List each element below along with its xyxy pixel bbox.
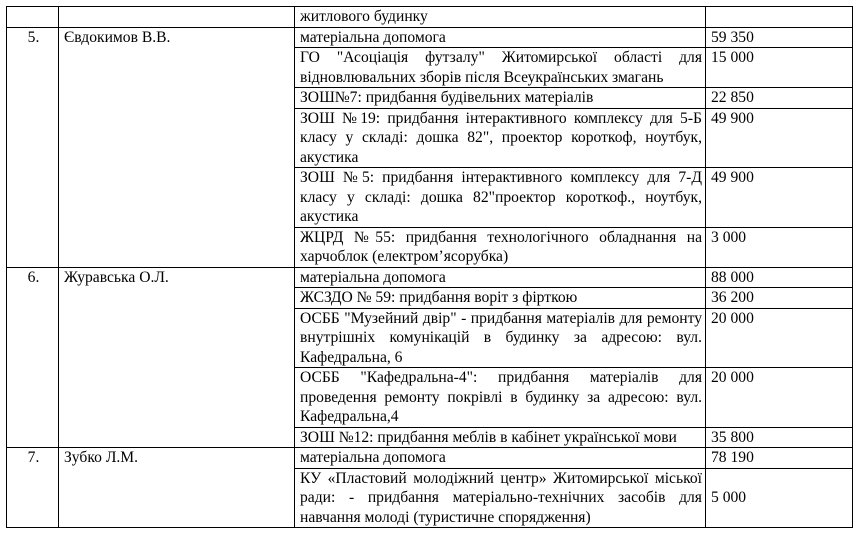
amount-value: 22 850	[711, 89, 754, 106]
purpose-text: ЗОШ №19: придбання інтерактивного комплексу для 5-Б класу у складі: дошка 82", проектор короткоф, ноутбук, акустика	[300, 109, 702, 166]
purpose-cell	[295, 288, 706, 309]
purpose-text: ЗОШ №12: придбання меблів в кабінет української мови	[300, 428, 677, 446]
purpose-text: ЖСЗДО № 59: придбання воріт з фірткою	[300, 289, 578, 306]
purpose-cell	[295, 267, 706, 288]
purpose-cell	[295, 448, 706, 469]
purpose-cell	[295, 427, 706, 448]
amount-value: 49 900	[711, 109, 754, 127]
purpose-text: ОСББ "Кафедральна-4": придбання матеріалів для проведення ремонту покрівлі в будинку за адресою: вул. Кафедральна,4	[300, 369, 702, 425]
purpose-text: КУ «Пластовий молодіжний центр» Житомирської міської ради: - придбання матеріально-технічних засобів для навчання молоді (туристичне спорядження)	[300, 469, 702, 526]
row-number-cell	[7, 267, 59, 448]
deputy-name: Євдокимов В.В.	[64, 28, 171, 46]
amount-cell	[706, 88, 853, 109]
amount-value: 49 900	[711, 169, 754, 186]
amount-value: 5 000	[711, 489, 747, 506]
table-row	[7, 27, 853, 48]
purpose-text: матеріальна допомога	[300, 268, 446, 286]
amount-value: 36 200	[711, 289, 754, 306]
table-row	[7, 267, 853, 288]
amount-cell	[706, 7, 853, 28]
row-number-cell	[7, 448, 59, 528]
amount-cell	[706, 468, 853, 528]
table-row	[7, 448, 853, 469]
purpose-cell	[295, 468, 706, 528]
deputy-name-cell	[59, 7, 295, 28]
amount-value: 3 000	[711, 228, 747, 246]
purpose-text: ГО "Асоціація футзалу" Житомирської області для відновлювальних зборів після Всеукраїнських змагань	[300, 49, 702, 86]
row-number-cell	[7, 27, 59, 267]
row-number-cell	[7, 7, 59, 28]
purpose-cell	[295, 168, 706, 228]
purpose-text: матеріальна допомога	[300, 28, 446, 46]
purpose-text: ЗОШ№7: придбання будівельних матеріалів	[300, 89, 594, 106]
amount-cell	[706, 108, 853, 168]
purpose-text: житлового будинку	[300, 8, 428, 25]
purpose-text: ЖЦРД №55: придбання технологічного обладнання на харчоблок (електром’ясорубка)	[300, 228, 702, 265]
deputy-name-cell	[59, 267, 295, 448]
purpose-cell	[295, 308, 706, 368]
amount-value: 78 190	[711, 449, 754, 466]
deputy-name-cell	[59, 448, 295, 528]
purpose-text: ЗОШ №5: придбання інтерактивного комплексу для 7-Д класу у складі: дошка 82"проектор короткоф., ноутбук, акустика	[300, 169, 702, 225]
amount-cell	[706, 448, 853, 469]
purpose-cell	[295, 108, 706, 168]
amount-cell	[706, 288, 853, 309]
purpose-cell	[295, 88, 706, 109]
deputy-name: Журавська О.Л.	[64, 268, 169, 286]
deputy-name-cell	[59, 27, 295, 267]
amount-cell	[706, 308, 853, 368]
purpose-cell	[295, 368, 706, 428]
amount-cell	[706, 27, 853, 48]
amount-value: 20 000	[711, 309, 754, 327]
purpose-cell	[295, 227, 706, 267]
amount-cell	[706, 368, 853, 428]
amount-value: 59 350	[711, 28, 754, 46]
row-number: 7.	[27, 449, 40, 466]
table-row	[7, 7, 853, 28]
purpose-cell	[295, 7, 706, 28]
amount-cell	[706, 267, 853, 288]
purpose-cell	[295, 27, 706, 48]
amount-cell	[706, 227, 853, 267]
allocation-table	[6, 6, 853, 528]
deputy-name: Зубко Л.М.	[64, 449, 139, 466]
purpose-cell	[295, 48, 706, 88]
amount-cell	[706, 427, 853, 448]
amount-cell	[706, 48, 853, 88]
amount-value: 20 000	[711, 369, 754, 386]
amount-value: 88 000	[711, 268, 754, 286]
amount-value: 35 800	[711, 428, 754, 446]
purpose-text: матеріальна допомога	[300, 449, 446, 466]
amount-cell	[706, 168, 853, 228]
amount-value: 15 000	[711, 49, 754, 66]
row-number: 5.	[27, 28, 40, 46]
row-number: 6.	[27, 268, 40, 286]
purpose-text: ОСББ "Музейний двір" - придбання матеріалів для ремонту внутрішніх комунікацій в будинку за адресою: вул. Кафедральна, 6	[300, 309, 702, 366]
